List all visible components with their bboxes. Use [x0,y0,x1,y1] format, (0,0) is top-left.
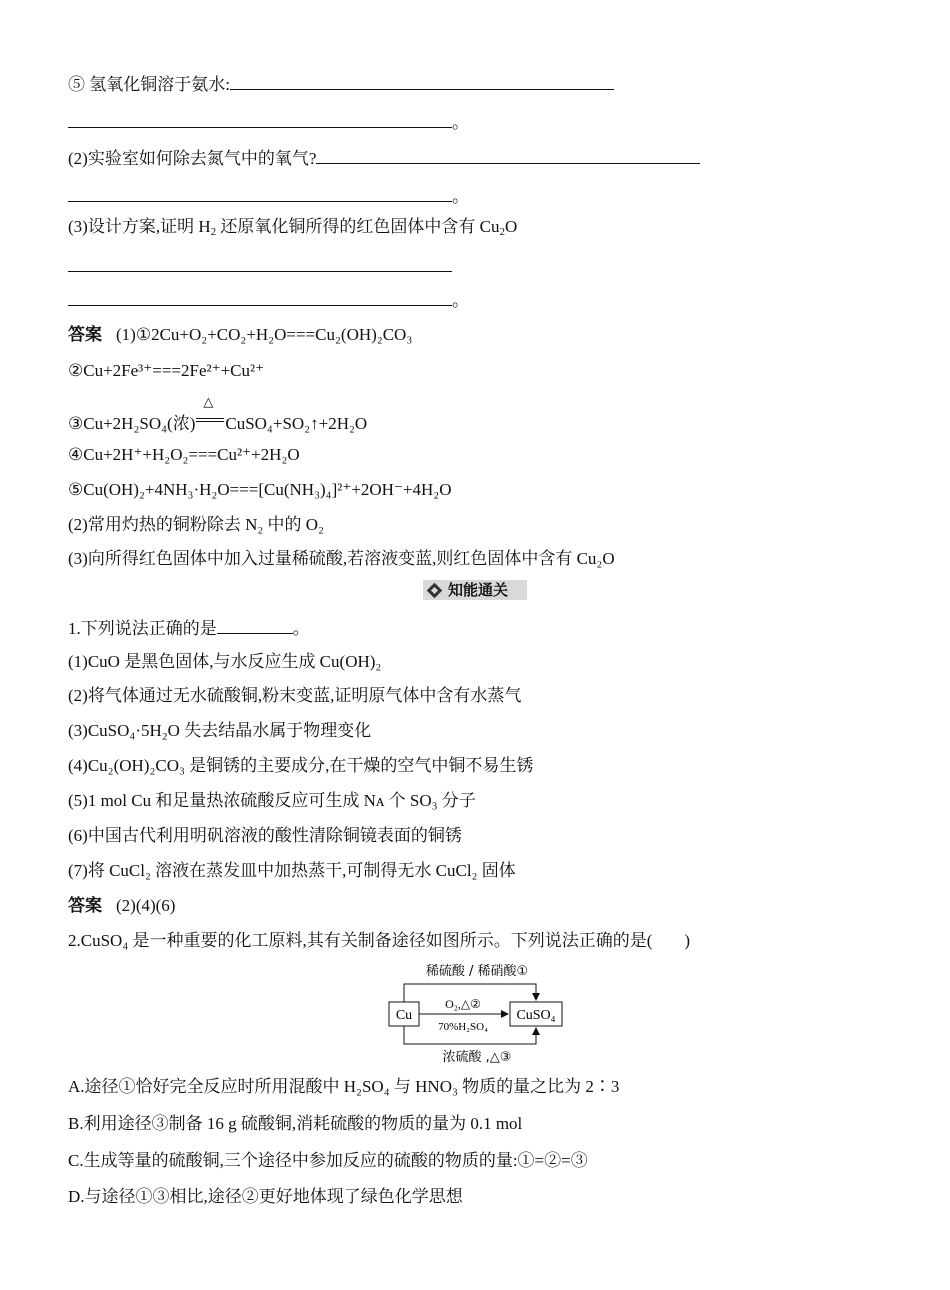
list-item: (2)将气体通过无水硫酸铜,粉末变蓝,证明原气体中含有水蒸气 [68,686,522,705]
equation-4: ④Cu+2H⁺+H₂O₂===Cu²⁺+2H₂O [68,445,300,464]
question-text: 还原氧化铜所得的红色固体中含有 Cu [220,217,500,236]
answer-line-2 [68,360,264,382]
equation-3-left: ③Cu+2H₂SO₄(浓) [68,414,196,433]
answer-3: (3)向所得红色固体中加入过量稀硫酸,若溶液变蓝,则红色固体中含有 Cu₂O [68,549,615,568]
paren-close: ) [684,931,691,950]
list-item: (6)中国古代利用明矾溶液的酸性清除铜镜表面的铜锈 [68,826,462,845]
section-banner [423,580,527,600]
question-text: (2)实验室如何除去氮气中的氧气? [68,149,317,168]
list-item: (3)CuSO₄·5H₂O 失去结晶水属于物理变化 [68,721,372,740]
question-2-line [68,146,700,170]
period-mark: 。 [292,619,310,638]
question-1-stem [68,616,310,640]
heat-icon: △ [203,394,214,409]
question-text: 2.CuSO₄ 是一种重要的化工原料,其有关制备途径如图所示。下列说法正确的是( [68,931,653,950]
heat-condition-arrow [195,394,225,429]
answer-line [68,895,175,917]
answer-line-7 [68,548,615,570]
option-d[interactable]: D.与途径①③相比,途径②更好地体现了绿色化学思想 [68,1187,463,1206]
answer-blank[interactable] [68,110,452,128]
blank-line [68,254,452,278]
option-a[interactable]: A.途径①恰好完全反应时所用混酸中 H₂SO₄ 与 HNO₃ 物质的量之比为 2∶3 [68,1077,620,1096]
route-3-label: 浓硫酸 ,△③ [442,1050,512,1065]
answer-line-4 [68,444,300,466]
list-item: (1)CuO 是黑色固体,与水反应生成 Cu(OH)₂ [68,652,382,671]
section-title: 知能通关 [448,581,509,599]
question-text: O [504,217,518,236]
equation-2: ②Cu+2Fe³⁺===2Fe²⁺+Cu²⁺ [68,361,265,380]
answer-line-5 [68,479,452,501]
option-b[interactable]: B.利用途径③制备 16 g 硫酸铜,消耗硫酸的物质的量为 0.1 mol [68,1114,523,1133]
list-item: (7)将 CuCl₂ 溶液在蒸发皿中加热蒸干,可制得无水 CuCl₂ 固体 [68,861,516,880]
list-item: (5)1 mol Cu 和足量热浓硫酸反应可生成 Nᴀ 个 SO₃ 分子 [68,791,476,810]
equation-1: (1)①2Cu+O₂+CO₂+H₂O===Cu₂(OH)₂CO₃ [116,325,413,344]
blank-line [68,110,469,134]
answer-line-1 [68,324,412,346]
answer-blank[interactable] [68,254,452,272]
cu-label: Cu [395,1008,413,1023]
answer-blank[interactable] [230,72,614,90]
option-c[interactable]: C.生成等量的硫酸铜,三个途径中参加反应的硫酸的物质的量:①=②=③ [68,1151,588,1170]
answer-2: (2)常用灼热的铜粉除去 N₂ 中的 O₂ [68,515,324,534]
period-mark: 。 [452,291,469,310]
cuso4-label: CuSO₄ [516,1008,556,1023]
answer-blank[interactable] [217,616,293,634]
answer-blank[interactable] [68,288,452,306]
diamond-icon [427,582,443,598]
blank-line [68,184,469,208]
answer-value: (2)(4)(6) [116,896,176,915]
prompt-line-5 [68,72,614,96]
preparation-route-diagram [385,960,570,1068]
route-2-label-bottom: 70%H₂SO₄ [438,1021,488,1033]
prompt-text: ⑤ 氢氧化铜溶于氨水: [68,75,230,94]
period-mark: 。 [452,113,469,132]
question-2-stem [68,930,690,952]
blank-line [68,288,469,312]
list-item: (4)Cu₂(OH)₂CO₃ 是铜锈的主要成分,在干燥的空气中铜不易生锈 [68,756,534,775]
answer-blank[interactable] [316,146,700,164]
question-3-line: (3)设计方案,证明 $H_2$ 还原氧化铜所得的红色固体中含有 $Cu_2O$ [68,217,518,238]
route-2-label-top: O₂,△② [445,997,481,1011]
period-mark: 。 [452,187,469,206]
question-text: 1.下列说法正确的是 [68,619,217,638]
equation-5: ⑤Cu(OH)₂+4NH₃·H₂O===[Cu(NH₃)₄]²⁺+2OH⁻+4H₂O [68,480,452,499]
answer-line-6 [68,514,324,536]
route-1-label: 稀硫酸 / 稀硝酸① [425,964,529,979]
answer-label: 答案 [68,325,102,345]
answer-line-3 [68,394,368,435]
question-text: (3)设计方案,证明 H [68,217,211,236]
equation-3-right: CuSO₄+SO₂↑+2H₂O [225,414,368,433]
answer-blank[interactable] [68,184,452,202]
answer-label: 答案 [68,896,102,916]
